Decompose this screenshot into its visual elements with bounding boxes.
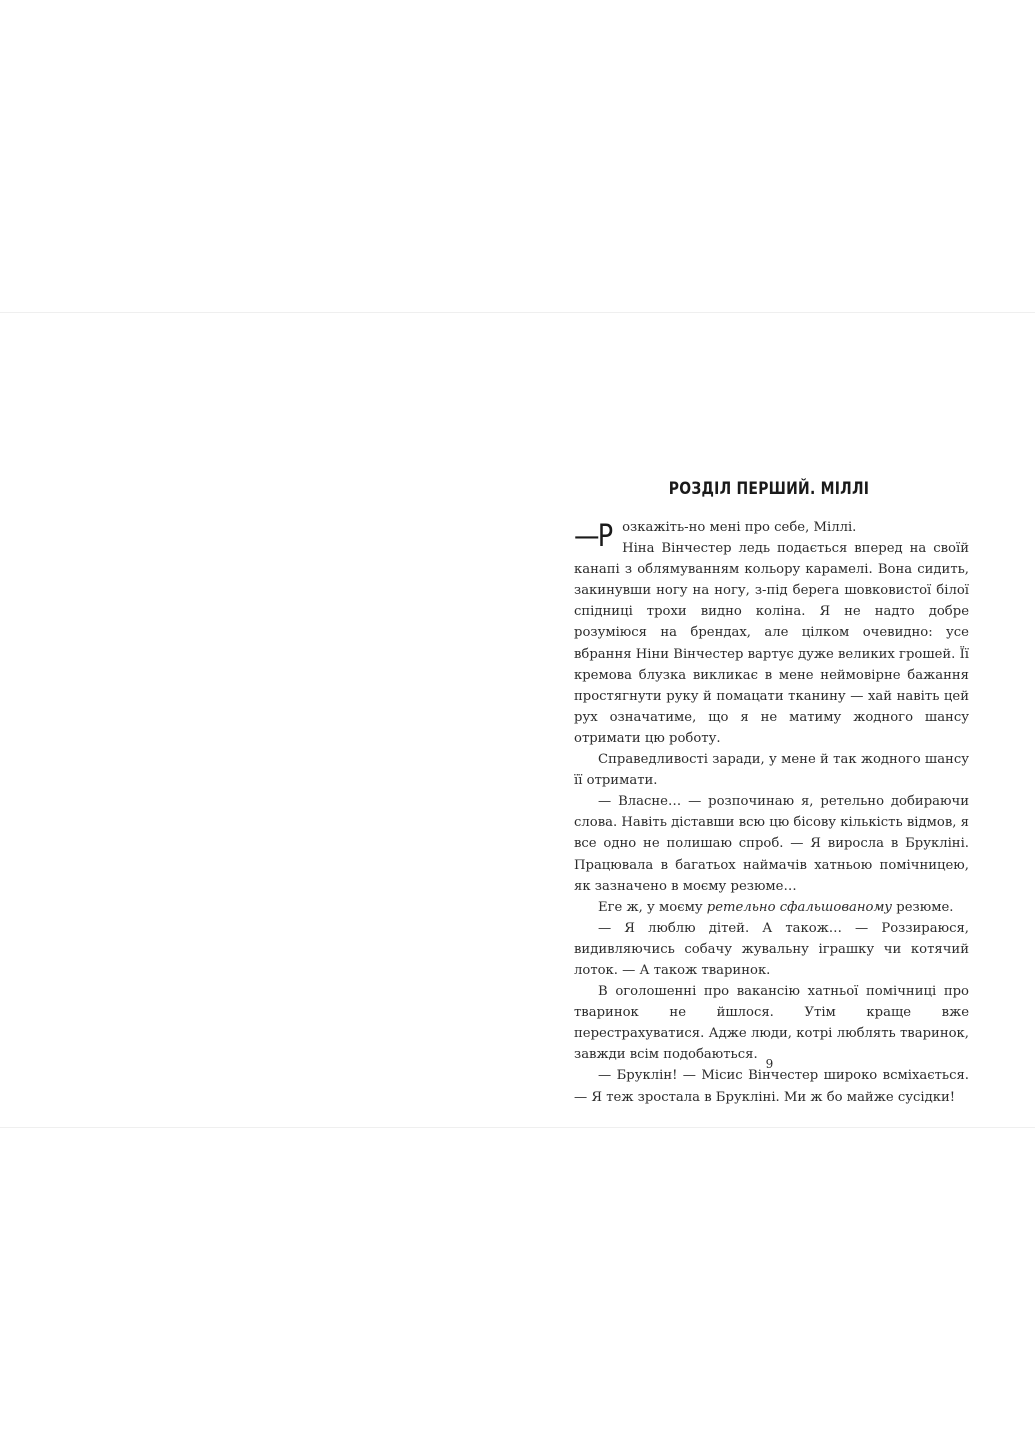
drop-cap [574, 518, 613, 556]
paragraph-opening [574, 517, 969, 554]
book-spread [0, 312, 1035, 1128]
right-page [517, 313, 1035, 1127]
drop-cap-letter: Р [597, 519, 614, 554]
drop-cap-dash: — [574, 519, 598, 554]
paragraph-4: — Власне… — розпочинаю я, ретельно добираючи слова. Навіть діставши всю цю бісову кількість відмов, я все одно не полишаю спроб. — Я виросла в Брукліні. Працювала в багатьох наймачів хатньою помічницею, як зазначено в моєму резюме… [574, 794, 969, 894]
paragraph-5-end: резюме. [892, 899, 954, 915]
chapter-title: РОЗДІЛ ПЕРШИЙ. МІЛЛІ [668, 479, 870, 499]
page-number: 9 [765, 1057, 774, 1071]
chapter-text [574, 517, 969, 1108]
paragraph-7: В оголошенні про вакансію хатньої помічниці про тваринок не йшлося. Утім краще вже перестрахуватися. Адже люди, котрі люблять тваринок, завжди всім подобаються. [574, 984, 969, 1063]
paragraph-2: Ніна Вінчестер ледь подається вперед на своїй канапі з облямуванням кольору карамелі. Вона сидить, закинувши ногу на ногу, з-під берега шовковистої білої спідниці трохи видно коліна. Я не надто добре розуміюся на брендах, але цілком очевидно: усе вбрання Ніни Вінчестер вартує дуже великих грошей. Її кремова блузка викликає в мене неймовірне бажання простягнути руку й помацати тканину — хай навіть цей рух означатиме, що я не матиму жодного шансу отримати цю роботу. [574, 541, 969, 746]
paragraph-8: — Бруклін! — Місис Вінчестер широко всміхається. — Я теж зростала в Брукліні. Ми ж бо майже сусідки! [574, 1068, 969, 1105]
paragraph-3: Справедливості заради, у мене й так жодного шансу її отримати. [574, 752, 969, 789]
paragraph-5-start: Еге ж, у моєму [598, 899, 707, 915]
paragraph-1-text: озкажіть-но мені про себе, Міллі. [622, 520, 857, 535]
paragraph-5-emphasis: ретельно сфальшованому [706, 899, 893, 915]
paragraph-6: — Я люблю дітей. А також… — Роззираюся, видивляючись собачу жувальну іграшку чи котячий лоток. — А також тваринок. [574, 920, 969, 978]
paragraph-5 [574, 897, 969, 918]
left-page-blank [0, 313, 517, 1127]
